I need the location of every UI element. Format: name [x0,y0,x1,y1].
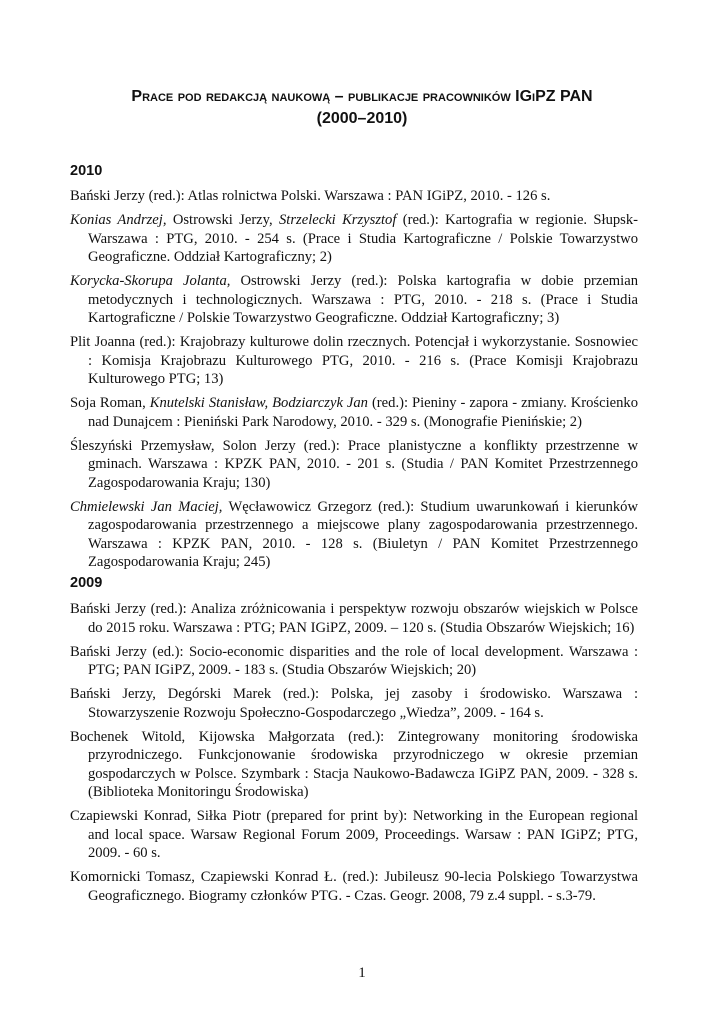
entry-text: Bański Jerzy (red.): Analiza zróżnicowania i perspektyw rozwoju obszarów wiejskich w Polsce do 2015 roku. Warszawa : PTG; PAN IGiPZ, 2009. – 120 s. (Studia Obszarów Wiejskich; 16) [70,601,638,636]
page-title-line2: (2000–2010) [316,110,408,127]
entry-list-2010 [70,187,638,577]
entry-text: Śleszyński Przemysław, Solon Jerzy (red.): Prace planistyczne a konflikty przestrzenne w gminach. Warszawa : KPZK PAN, 2010. - 201 s. (Studia / PAN Komitet Przestrzennego Zagospodarowania Kraju; 130) [70,437,638,491]
entry-text: Ostrowski Jerzy, [166,212,279,228]
list-item [70,807,638,863]
page-title [70,86,654,130]
entry-text-italic: Konias Andrzej, [70,212,167,228]
list-item [70,600,638,637]
entry-text: Ostrowski Jerzy (red.): Polska kartografia w dobie przemian metodycznych i technologicznych. Warszawa : PTG, 2010. - 218 s. (Prace i Studia Kartograficzne / Polskie Towarzystwo Geograficzne. Oddział Kartograficzny; 3) [88,273,638,326]
entry-list-2009 [70,600,638,911]
entry-text-italic: Korycka-Skorupa Jolanta, [70,273,231,289]
entry-text-italic: Strzelecki Krzysztof [279,212,397,228]
entry-text: Plit Joanna (red.): Krajobrazy kulturowe dolin rzecznych. Potencjał i wykorzystanie. Sosnowiec : Komisja Krajobrazu Kulturowego PTG, 2010. - 216 s. (Prace Komisji Krajobrazu Kulturowego PTG; 13) [70,334,638,387]
list-item [70,685,638,722]
year-heading-2009: 2009 [70,575,103,591]
entry-text: Bański Jerzy (ed.): Socio-economic disparities and the role of local development. Warszawa : PTG; PAN IGiPZ, 2009. - 183 s. (Studia Obszarów Wiejskich; 20) [70,643,638,678]
list-item [70,643,638,680]
list-item [70,498,638,572]
list-item [70,868,638,905]
page-title-line1: Prace pod redakcją naukową – publikacje pracowników IGiPZ PAN [131,88,593,105]
entry-text: Soja Roman, [70,395,150,411]
entry-text-italic: Knutelski Stanisław, Bodziarczyk Jan [149,395,368,411]
list-item [70,333,638,389]
entry-text: Bański Jerzy, Degórski Marek (red.): Polska, jej zasoby i środowisko. Warszawa : Stowarzyszenie Rozwoju Społeczno-Gospodarczego „Wiedza”, 2009. - 164 s. [70,686,638,721]
entry-text: (red.): Pieniny - zapora - zmiany. Krościenko nad Dunajcem : Pieniński Park Narodowy, 2010. - 329 s. (Monografie Pienińskie; 2) [88,395,638,430]
entry-text-italic: Chmielewski Jan Maciej, [70,498,223,515]
list-item [70,187,638,206]
entry-text: Węcławowicz Grzegorz (red.): Studium uwarunkowań i kierunków zagospodarowania przestrzennego a miejscowe plany zagospodarowania przestrzennego. Warszawa : KPZK PAN, 2010. - 128 s. (Biuletyn / PAN Komitet Przestrzennego Zagospodarowania Kraju; 245) [88,498,638,570]
list-item [70,394,638,431]
entry-text: Czapiewski Konrad, Siłka Piotr (prepared for print by): Networking in the European regional and local space. Warsaw Regional Forum 2009, Proceedings. Warsaw : PAN IGiPZ; PTG, 2009. - 60 s. [70,808,638,861]
entry-text: (red.): Kartografia w regionie. Słupsk-Warszawa : PTG, 2010. - 254 s. (Prace i Studia Kartograficzne / Polskie Towarzystwo Geograficzne. Oddział Kartograficzny; 2) [88,212,639,265]
entry-text: Bański Jerzy (red.): Atlas rolnictwa Polski. Warszawa : PAN IGiPZ, 2010. - 126 s. [70,188,551,204]
list-item [70,272,638,328]
list-item [70,728,638,802]
list-item [70,437,638,493]
entry-text: Komornicki Tomasz, Czapiewski Konrad Ł. (red.): Jubileusz 90-lecia Polskiego Towarzystwa Geograficznego. Biogramy członków PTG. - Czas. Geogr. 2008, 79 z.4 suppl. - s.3-79. [70,869,638,904]
entry-text: Bochenek Witold, Kijowska Małgorzata (red.): Zintegrowany monitoring środowiska przyrodniczego. Funkcjonowanie środowiska przyrodniczego w okresie przemian gospodarczych w Polsce. Szymbark : Stacja Naukowo-Badawcza IGiPZ PAN, 2009. - 328 s. (Biblioteka Monitoringu Środowiska) [70,728,638,800]
page-number: 1 [358,965,366,981]
list-item [70,211,638,267]
year-heading-2010: 2010 [70,163,103,179]
